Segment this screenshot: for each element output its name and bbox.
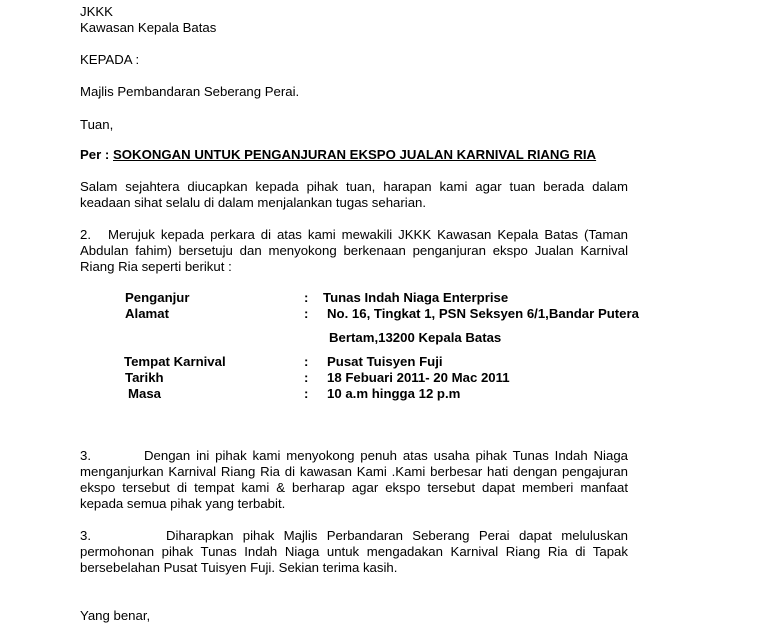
salutation: Tuan,: [80, 117, 114, 132]
masa-colon: :: [304, 386, 309, 401]
paragraph-3-number: 3.: [80, 448, 91, 463]
tempat-colon: :: [304, 354, 309, 369]
subject-text: SOKONGAN UNTUK PENGANJURAN EKSPO JUALAN KARNIVAL RIANG RIA: [113, 147, 597, 162]
masa-label: Masa: [128, 386, 161, 401]
tarikh-label: Tarikh: [125, 370, 164, 385]
paragraph-4-number: 3.: [80, 528, 91, 543]
penganjur-value: Tunas Indah Niaga Enterprise: [323, 290, 509, 305]
paragraph-3-text: Dengan ini pihak kami menyokong penuh atas usaha pihak Tunas Indah Niaga menganjurkan Karnival Riang Ria di kawasan Kami .Kami berbesar hati dengan pengajuran ekspo tersebut di tempat kami & berharap agar ekspo tersebut dapat memberi manfaat kepada semua pihak yang terbabit.: [80, 448, 628, 511]
closing: Yang benar,: [80, 608, 151, 623]
subject-line: [80, 147, 596, 163]
alamat-colon: :: [304, 306, 309, 321]
subject-label: Per :: [80, 147, 110, 162]
alamat-label: Alamat: [125, 306, 169, 321]
sender-area: Kawasan Kepala Batas: [80, 20, 217, 35]
tempat-value: Pusat Tuisyen Fuji: [327, 354, 443, 369]
paragraph-3: [80, 448, 628, 512]
greeting-paragraph: Salam sejahtera diucapkan kepada pihak tuan, harapan kami agar tuan berada dalam keadaan sihat selalu di dalam menjalankan tugas seharian.: [80, 179, 628, 210]
masa-value: 10 a.m hingga 12 p.m: [327, 386, 461, 401]
paragraph-2-text: Merujuk kepada perkara di atas kami mewakili JKKK Kawasan Kepala Batas (Taman Abdulan fahim) bersetuju dan menyokong berkenaan penganjuran ekspo Jualan Karnival Riang Ria seperti berikut :: [80, 227, 628, 274]
penganjur-colon: :: [304, 290, 309, 305]
alamat-value-line2: Bertam,13200 Kepala Batas: [329, 330, 502, 345]
paragraph-2-number: 2.: [80, 227, 91, 242]
tarikh-colon: :: [304, 370, 309, 385]
penganjur-label: Penganjur: [125, 290, 190, 305]
paragraph-4-text: Diharapkan pihak Majlis Perbandaran Seberang Perai dapat meluluskan permohonan pihak Tunas Indah Niaga untuk mengadakan Karnival Riang Ria di Tapak bersebelahan Pusat Tuisyen Fuji. Sekian terima kasih.: [80, 528, 628, 575]
tempat-label: Tempat Karnival: [124, 354, 226, 369]
recipient-name: Majlis Pembandaran Seberang Perai.: [80, 84, 300, 99]
tarikh-value: 18 Febuari 2011- 20 Mac 2011: [327, 370, 510, 385]
recipient-label: KEPADA :: [80, 52, 140, 67]
paragraph-4: [80, 528, 628, 576]
paragraph-2: [80, 227, 628, 275]
sender-org: JKKK: [80, 4, 113, 19]
alamat-value-line1: No. 16, Tingkat 1, PSN Seksyen 6/1,Bandar Putera: [327, 306, 639, 321]
